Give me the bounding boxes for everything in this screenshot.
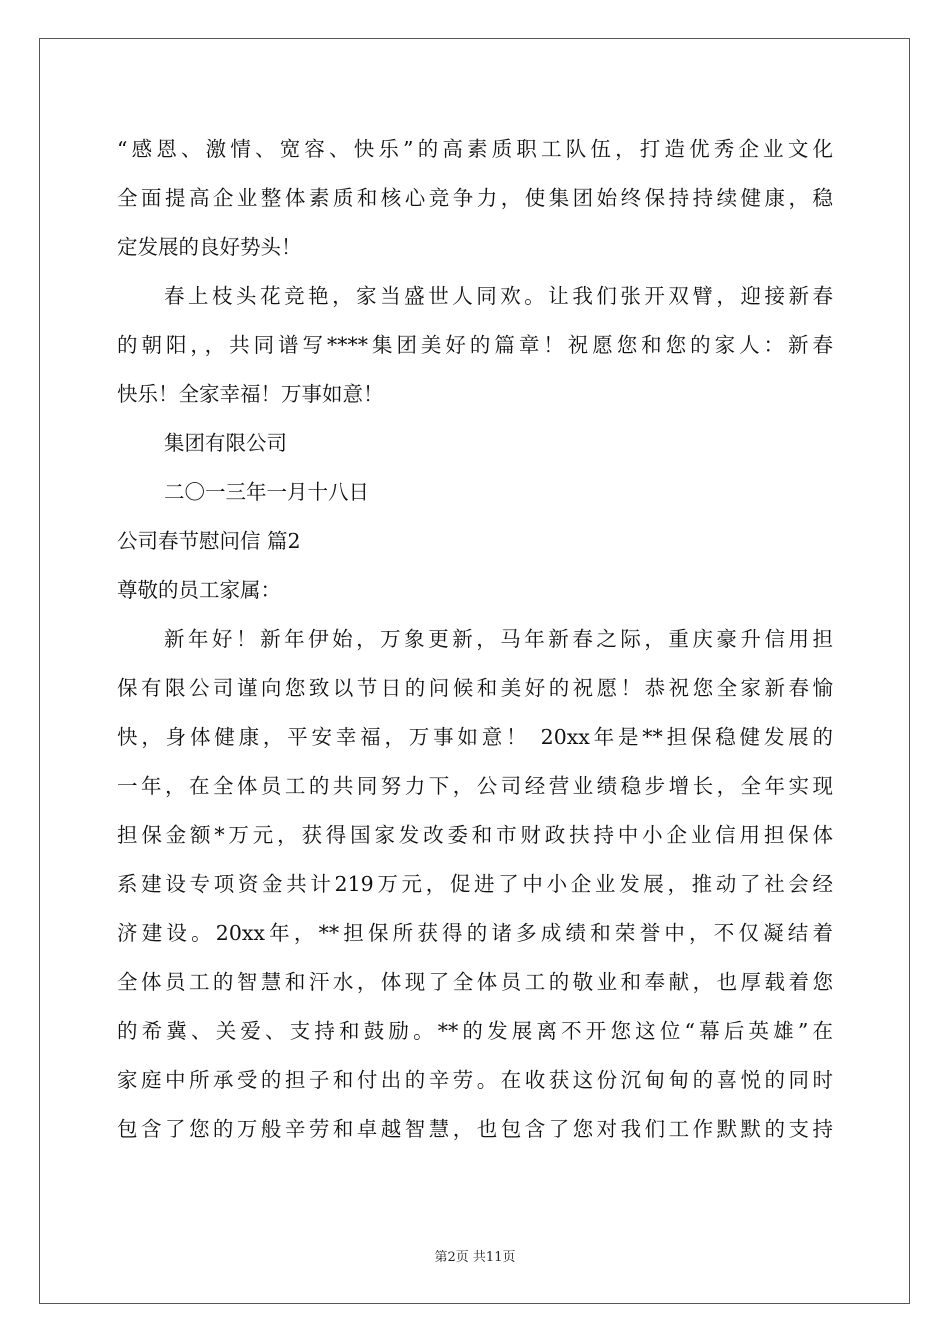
signature-date: 二〇一三年一月十八日: [164, 480, 369, 504]
text-line: 新年好！新年伊始，万象更新，马年新春之际，重庆豪升信用担: [164, 627, 833, 651]
text-line: 全面提高企业整体素质和核心竞争力，使集团始终保持持续健康，稳: [117, 186, 833, 210]
text-line: 一年，在全体员工的共同努力下，公司经营业绩稳步增长，全年实现: [117, 774, 833, 798]
page-number-footer: 第2页 共11页: [434, 1250, 516, 1265]
signature-company: 集团有限公司: [164, 431, 287, 455]
text-line: 全体员工的智慧和汗水，体现了全体员工的敬业和奉献，也厚载着您: [117, 970, 833, 994]
text-line: 济建设。20xx年，**担保所获得的诸多成绩和荣誉中，不仅凝结着: [117, 921, 833, 945]
document-body: [117, 125, 833, 1154]
text-line: 包含了您的万般辛劳和卓越智慧，也包含了您对我们工作默默的支持: [117, 1117, 833, 1141]
text-line: “感恩、激情、宽容、快乐”的高素质职工队伍，打造优秀企业文化: [117, 137, 833, 161]
text-line: 快，身体健康，平安幸福，万事如意！ 20xx年是**担保稳健发展的: [117, 725, 833, 749]
text-line: 系建设专项资金共计219万元，促进了中小企业发展，推动了社会经: [117, 872, 833, 896]
section-title: 公司春节慰问信 篇2: [117, 529, 301, 553]
text-line: 春上枝头花竞艳，家当盛世人同欢。让我们张开双臂，迎接新春: [164, 284, 833, 308]
text-line: 定发展的良好势头！: [117, 235, 302, 259]
text-line: 保有限公司谨向您致以节日的问候和美好的祝愿！恭祝您全家新春愉: [117, 676, 833, 700]
text-line: 家庭中所承受的担子和付出的辛劳。在收获这份沉甸甸的喜悦的同时: [117, 1068, 833, 1092]
text-line: 担保金额*万元，获得国家发改委和市财政扶持中小企业信用担保体: [117, 823, 833, 847]
text-line: 快乐！全家幸福！万事如意！: [117, 382, 384, 406]
salutation: 尊敬的员工家属：: [117, 578, 281, 602]
text-line: 的朝阳，，共同谱写****集团美好的篇章！祝愿您和您的家人：新春: [117, 333, 833, 357]
text-line: 的希冀、关爱、支持和鼓励。**的发展离不开您这位“幕后英雄”在: [117, 1019, 833, 1043]
